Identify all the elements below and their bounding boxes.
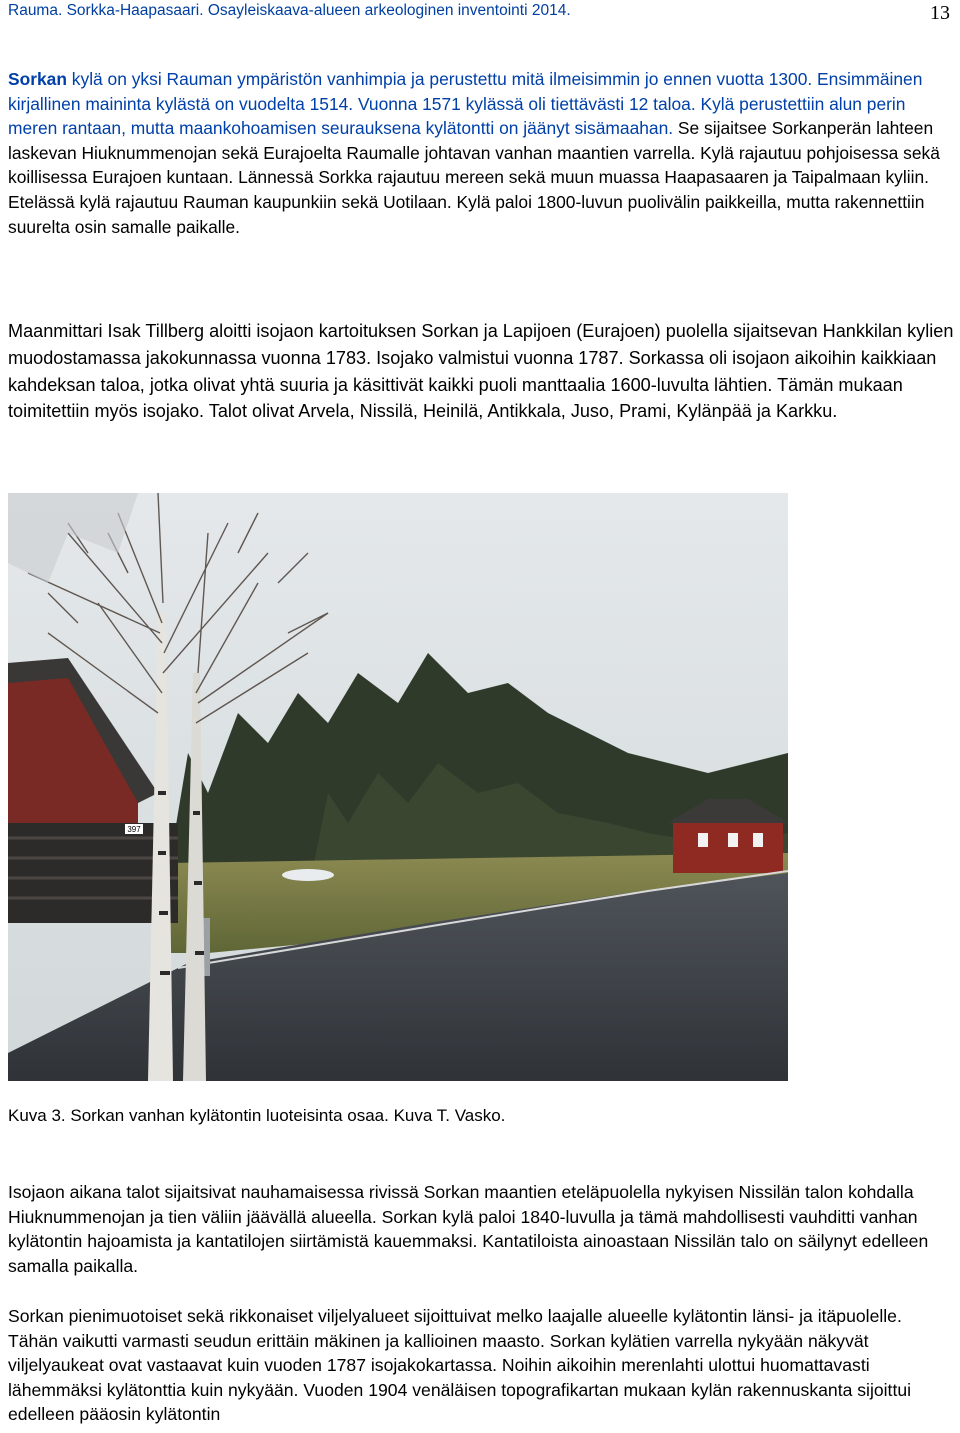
sign-number: 397 (127, 825, 141, 834)
paragraph-blue-text: kylä on yksi Rauman ympäristön vanhimpia ja perustettu mitä ilmeisimmin jo ennen vuotta 1300. Ensimmäinen kirjallinen maininta kylästä on vuodelta 1514. Vuonna 1571 kylässä oli tiettävästi 12 taloa. Kylä perustettiin alun perin meren rantaan, mutta maankohoamisen seurauksena kylätontti on jäänyt sisämaahan. (8, 69, 923, 139)
paragraph-lead-word: Sorkan (8, 69, 67, 89)
paragraph-great-partition: Maanmittari Isak Tillberg aloitti isojaon kartoituksen Sorkan ja Lapijoen (Eurajoen) puolella sijaitsevan Hankkilan kylien muodostamassa jakokunnassa vuonna 1783. Isojako valmistui vuonna 1787. Sorkassa oli isojaon aikoihin kaikkiaan kahdeksan taloa, jotka olivat yhtä suuria ja käsittivät kaikki puoli manttaalia 1600-luvulta lähtien. Tämän mukaan toimitettiin myös isojako. Talot olivat Arvela, Nissilä, Heinilä, Antikkala, Juso, Prami, Kylänpää ja Karkku. (8, 321, 954, 422)
photo-caption: Kuva 3. Sorkan vanhan kylätontin luoteisinta osaa. Kuva T. Vasko. (8, 1106, 506, 1125)
paragraph-house-positions: Isojaon aikana talot sijaitsivat nauhamaisessa rivissä Sorkan maantien eteläpuolella nykyisen Nissilän talon kohdalla Hiuknummenojan ja tien väliin jäävällä alueella. Sorkan kylä paloi 1840-luvulla ja tämä mahdollisesti vauhditti vanhan kylätontin hajoamista ja kantatilojen siirtämistä kauemmaksi. Kantatiloista ainoastaan Nissilän talo on säilynyt edelleen samalla paikalla. (8, 1182, 929, 1276)
page-header (8, 2, 950, 24)
village-photo (8, 493, 788, 1081)
header-title: Rauma. Sorkka-Haapasaari. Osayleiskaava-alueen arkeologinen inventointi 2014. (8, 2, 571, 19)
paragraph-cultivation-areas: Sorkan pienimuotoiset sekä rikkonaiset viljelyalueet sijoittuivat melko laajalle alueelle kylätontin länsi- ja itäpuolelle. Tähän vaikutti varmasti seudun erittäin mäkinen ja kallioinen maasto. Sorkan kylätien varrella nykyään näkyvät viljelyaukeat ovat vastaavat kuin vuoden 1787 isojakokartassa. Noihin aikoihin merenlahti ulottui huomattavasti lähemmäksi kylätonttia kuin nykyään. Vuoden 1904 venäläisen topografikartan mukaan kylän rakennuskanta sijoittui edelleen pääosin kylätontin (8, 1306, 912, 1425)
page-number: 13 (930, 2, 950, 24)
paragraph-black-text: Se sijaitsee Sorkanperän lahteen laskevan Hiuknummenojan sekä Eurajoelta Raumalle johtavan vanhan maantien varrella. Kylä rajautuu pohjoisessa sekä koillisessa Eurajoen kuntaan. Lännessä Sorkka rajautuu mereen sekä muun muassa Haapasaaren ja Taipalmaan kyliin. Etelässä kylä rajautuu Rauman kaupunkiin sekä Uotilaan. Kylä paloi 1800-luvun puolivälin paikkeilla, mutta rakennettiin suurelta osin samalle paikalle. (8, 118, 940, 237)
paragraph-village-history (8, 67, 956, 239)
